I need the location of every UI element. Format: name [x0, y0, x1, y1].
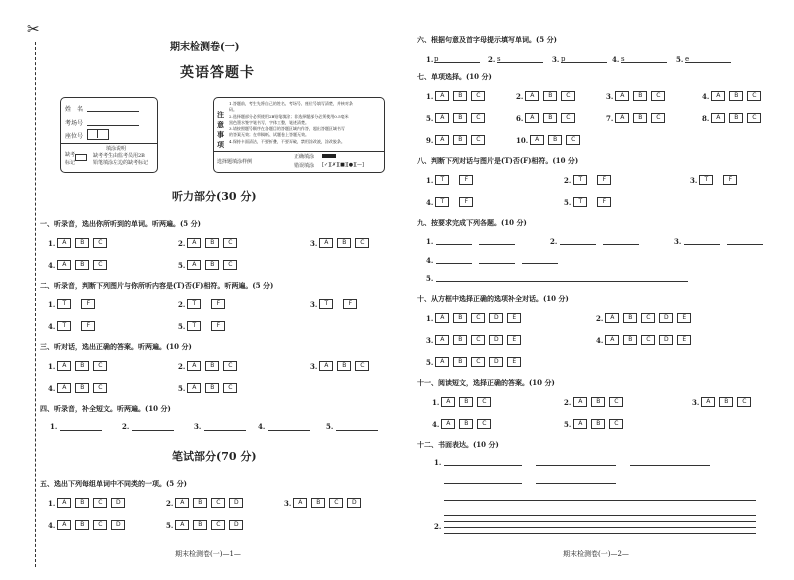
exam-no-label: 考场号: [65, 120, 84, 127]
q5-3: 3. A B C D: [284, 498, 365, 508]
q2-1: 1. T F: [48, 299, 99, 309]
q6-3-num: 3.: [552, 55, 560, 64]
q3-3: 3. A B C: [310, 361, 373, 371]
q11-4: 4. A B C: [432, 419, 495, 429]
q4-1-blank[interactable]: [60, 430, 102, 431]
q1-5: 5. A B C: [178, 260, 241, 270]
q7-text: 七、单项选择。(10 分): [417, 72, 492, 81]
q9-2-blank-b[interactable]: [603, 244, 639, 245]
q4-1-num: 1.: [50, 422, 58, 431]
q6-5-letter: e: [685, 55, 690, 63]
q12-2-line-2[interactable]: [444, 521, 756, 522]
mark-label: 标记: [65, 160, 76, 166]
q10-2: 2. A B C D E: [596, 313, 695, 323]
q4-text: 四、听录音，补全短文。听两遍。(10 分): [40, 404, 171, 413]
written-title: 笔试部分(70 分): [172, 450, 257, 463]
q9-4-blank-b[interactable]: [479, 263, 515, 264]
notice-text: 1.答题前，考生先将自己的姓名、考场号、座位号填写清楚，并核对条 码。 2.选择题部分必须使用2B铅笔填涂；非选择题部分必须使用0.5毫米 黑色墨水签字笔书写，字体工整，笔迹清楚。 3.请按照题号顺序在各题目的答题区域内作答，超出答题区域书写 的答案无效；在草稿纸、试题卷上答题无效。 4.保持卡面清洁，不要折叠，不要弄破，禁用涂改液，涂改胶条。: [229, 101, 353, 144]
student-info-box: [60, 97, 158, 173]
q6-2-num: 2.: [488, 55, 496, 64]
q9-5-num: 5.: [426, 274, 434, 283]
q12-2-num: 2.: [434, 522, 442, 531]
q11-text: 十一、阅读短文，选择正确的答案。(10 分): [417, 378, 555, 387]
q4-3-blank[interactable]: [204, 430, 246, 431]
q9-5-blank[interactable]: [436, 281, 688, 282]
q5-4: 4. A B C D: [48, 520, 129, 530]
q5-text: 五、选出下列每组单词中不同类的一项。(5 分): [40, 479, 187, 488]
q9-1-num: 1.: [426, 237, 434, 246]
name-label: 姓 名: [65, 106, 84, 113]
q6-1-letter: p: [434, 55, 439, 63]
q3-5: 5. A B C: [178, 383, 241, 393]
example-label: 选择题填涂样例: [217, 159, 253, 165]
q5-5: 5. A B C D: [166, 520, 247, 530]
q4-2-num: 2.: [122, 422, 130, 431]
q7-1: 1. A B C: [426, 91, 489, 101]
q7-9: 9. A B C: [426, 135, 489, 145]
q8-5: 5. T F: [564, 197, 615, 207]
q3-text: 三、听对话，选出正确的答案。听两遍。(10 分): [40, 342, 192, 351]
q9-2-num: 2.: [550, 237, 558, 246]
q9-3-num: 3.: [674, 237, 682, 246]
q7-6: 6. A B C: [516, 113, 579, 123]
q12-1-blank-b[interactable]: [536, 465, 616, 466]
q1-2: 2. A B C: [178, 238, 241, 248]
cut-line: [35, 42, 36, 567]
q9-4-blank-c[interactable]: [522, 263, 558, 264]
q11-2: 2. A B C: [564, 397, 627, 407]
q6-1-num: 1.: [426, 55, 434, 64]
q6-3-blank[interactable]: [561, 62, 607, 63]
q8-text: 八、判断下列对话与图片是(T)否(F)相符。(10 分): [417, 156, 579, 165]
q6-3-letter: p: [561, 55, 566, 63]
q12-1-num: 1.: [434, 458, 442, 467]
q9-1-blank-a[interactable]: [436, 244, 472, 245]
q10-5: 5. A B C D E: [426, 357, 525, 367]
q8-3: 3. T F: [690, 175, 741, 185]
q7-4: 4. A B C: [702, 91, 765, 101]
q9-text: 九、按要求完成下列各题。(10 分): [417, 218, 527, 227]
info-divider: [61, 143, 157, 144]
q9-4-blank-a[interactable]: [436, 263, 472, 264]
q6-5-num: 5.: [676, 55, 684, 64]
q6-4-blank[interactable]: [621, 62, 667, 63]
seat-label: 座位号: [65, 133, 84, 140]
q8-2: 2. T F: [564, 175, 615, 185]
q7-3: 3. A B C: [606, 91, 669, 101]
q2-3: 3. T F: [310, 299, 361, 309]
q5-2: 2. A B C D: [166, 498, 247, 508]
q11-1: 1. A B C: [432, 397, 495, 407]
scissors-icon: ✂: [27, 20, 40, 38]
q4-2-blank[interactable]: [132, 430, 174, 431]
name-field[interactable]: [87, 111, 139, 112]
q12-1-blank-a[interactable]: [444, 465, 522, 466]
q4-3-num: 3.: [194, 422, 202, 431]
q6-4-letter: s: [621, 55, 625, 63]
q9-3-blank-a[interactable]: [684, 244, 720, 245]
exam-no-field[interactable]: [87, 125, 139, 126]
q10-4: 4. A B C D E: [596, 335, 695, 345]
q11-5: 5. A B C: [564, 419, 627, 429]
missing-mark-box[interactable]: [75, 154, 87, 161]
q10-1: 1. A B C D E: [426, 313, 525, 323]
q10-3: 3. A B C D E: [426, 335, 525, 345]
q12-2-line-4[interactable]: [444, 533, 756, 534]
q8-1: 1. T F: [426, 175, 477, 185]
q4-5-num: 5.: [326, 422, 334, 431]
notice-box: [213, 97, 385, 173]
q6-2-blank[interactable]: [497, 62, 543, 63]
q12-1-blank-e[interactable]: [536, 483, 616, 484]
q4-4-blank[interactable]: [268, 430, 310, 431]
missing-note: 缺考考生由监考员用2B铅笔填涂左边的缺考标记: [93, 153, 149, 166]
q3-4: 4. A B C: [48, 383, 111, 393]
q3-2: 2. A B C: [178, 361, 241, 371]
q2-text: 二、听录音，判断下列图片与你所听内容是(T)否(F)相符。听两遍。(5 分): [40, 281, 274, 290]
footer-page-2: 期末检测卷(一)—2—: [563, 550, 629, 558]
exam-title: 期末检测卷(一): [170, 42, 240, 53]
q2-2: 2. T F: [178, 299, 229, 309]
sheet-title: 英语答题卡: [180, 65, 255, 81]
q9-4-num: 4.: [426, 256, 434, 265]
q12-text: 十二、书面表达。(10 分): [417, 440, 499, 449]
q7-8: 8. A B C: [702, 113, 765, 123]
q9-1-blank-b[interactable]: [479, 244, 515, 245]
seat-field[interactable]: [87, 129, 109, 140]
listening-title: 听力部分(30 分): [172, 190, 257, 203]
q7-7: 7. A B C: [606, 113, 669, 123]
q7-5: 5. A B C: [426, 113, 489, 123]
q4-4-num: 4.: [258, 422, 266, 431]
q1-4: 4. A B C: [48, 260, 111, 270]
notice-divider: [214, 151, 384, 152]
q11-3: 3. A B C: [692, 397, 755, 407]
q2-5: 5. T F: [178, 321, 229, 331]
q2-4: 4. T F: [48, 321, 99, 331]
q12-1-blank-f[interactable]: [444, 500, 756, 501]
wrong-label: 错误填涂: [294, 163, 315, 169]
q9-2-blank-a[interactable]: [560, 244, 596, 245]
q3-1: 1. A B C: [48, 361, 111, 371]
q6-2-letter: s: [497, 55, 501, 63]
q12-2-line-3[interactable]: [444, 527, 756, 528]
correct-sample: [322, 154, 336, 158]
seat-divider: [97, 129, 98, 138]
q7-10: 10. A B C: [516, 135, 584, 145]
q1-1: 1. A B C: [48, 238, 111, 248]
q6-text: 六、根据句意及首字母提示填写单词。(5 分): [417, 35, 557, 44]
q12-1-blank-d[interactable]: [444, 483, 522, 484]
missing-label: 缺考: [65, 152, 76, 158]
notice-label: 注意事项: [217, 110, 224, 149]
q6-4-num: 4.: [612, 55, 620, 64]
q9-3-blank-b[interactable]: [727, 244, 763, 245]
q5-1: 1. A B C D: [48, 498, 129, 508]
q10-text: 十、从方框中选择正确的选项补全对话。(10 分): [417, 294, 569, 303]
correct-label: 正确填涂: [294, 154, 315, 160]
q12-1-blank-c[interactable]: [630, 465, 710, 466]
q4-5-blank[interactable]: [336, 430, 378, 431]
q12-2-line-1[interactable]: [444, 515, 756, 516]
q6-1-blank[interactable]: [434, 62, 480, 63]
footer-page-1: 期末检测卷(一)—1—: [175, 550, 241, 558]
q6-5-blank[interactable]: [685, 62, 731, 63]
q8-4: 4. T F: [426, 197, 477, 207]
note-head: 填涂说明: [106, 146, 127, 152]
wrong-sample: [✓][✗][■][●][—]: [322, 162, 364, 168]
q7-2: 2. A B C: [516, 91, 579, 101]
q1-text: 一、听录音，选出你所听到的单词。听两遍。(5 分): [40, 219, 201, 228]
q1-3: 3. A B C: [310, 238, 373, 248]
